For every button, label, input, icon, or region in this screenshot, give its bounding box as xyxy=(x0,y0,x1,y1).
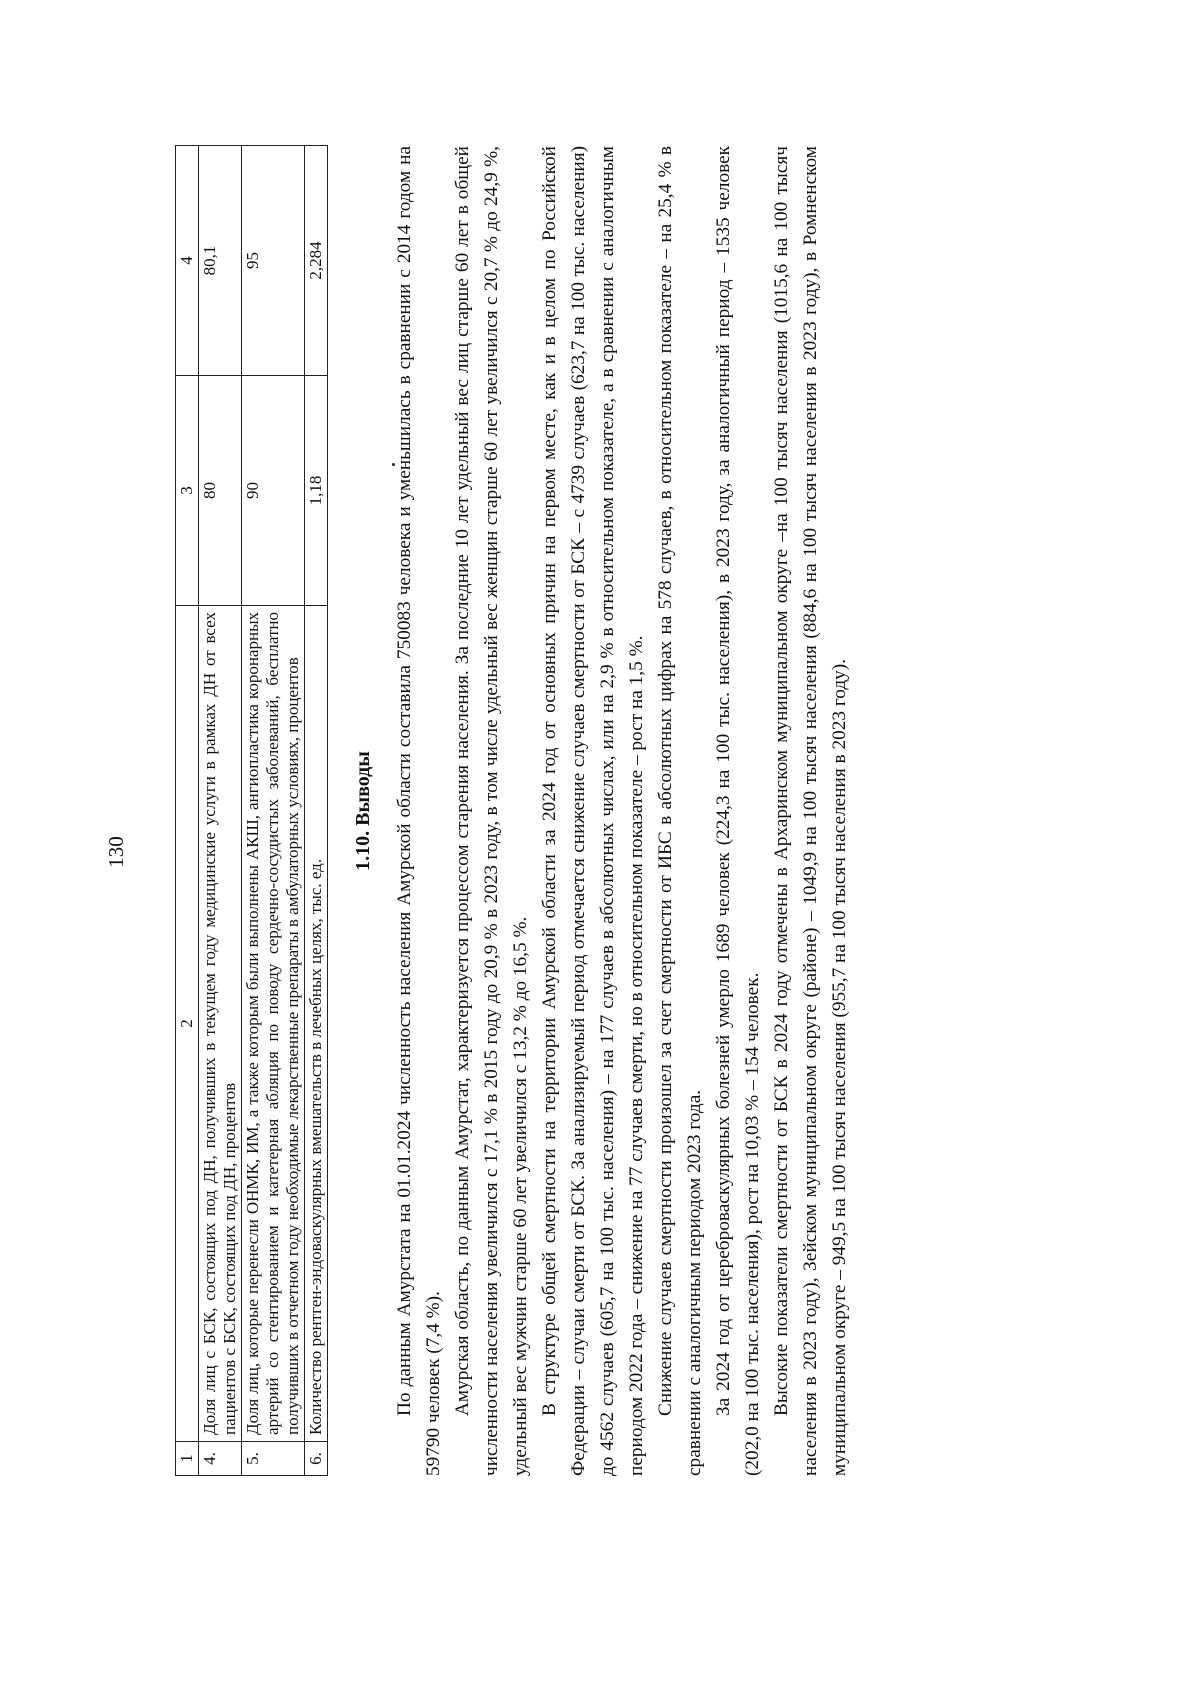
paragraph: По данным Амурстата на 01.01.2024 численность населения Амурской области составила 750083 человека и уменьшилась в сравнении с 2014 годом на 59790 человек (7,4 %). xyxy=(394,146,444,1476)
paragraph: За 2024 год от цереброваскулярных болезней умерло 1689 человек (224,3 на 100 тыс. населения), в 2023 году, за аналогичный период – 1535 человек (202,0 на 100 тыс. населения), рост на 10,03 % – 154 человек. xyxy=(713,146,763,1476)
row-number-cell: 6. xyxy=(305,1442,328,1476)
row-number-cell: 5. xyxy=(242,1442,305,1476)
value-cell: 90 xyxy=(242,376,305,606)
rotated-page-content xyxy=(175,146,1055,1476)
table-header-row xyxy=(176,146,199,1476)
row-number-cell: 4. xyxy=(199,1442,242,1476)
indicators-table xyxy=(175,145,328,1476)
table-header-cell: 1 xyxy=(176,1442,199,1476)
value-cell: 80 xyxy=(199,376,242,606)
paragraph: Снижение случаев смертности произошел за счет смертности от ИБС в абсолютных цифрах на 578 случаев, в относительном показателе – на 25,4 % в сравнении с аналогичным периодом 2023 года. xyxy=(655,146,705,1476)
value-cell: 95 xyxy=(242,146,305,376)
conclusions-text xyxy=(390,146,854,1476)
value-cell: 1,18 xyxy=(305,376,328,606)
indicator-name-cell: Количество рентген-эндоваскулярных вмешательств в лечебных целях, тыс. ед. xyxy=(305,606,328,1442)
table-header-cell: 3 xyxy=(176,376,199,606)
table-header-cell: 2 xyxy=(176,606,199,1442)
table-row xyxy=(242,146,305,1476)
indicator-name-cell: Доля лиц с БСК, состоящих под ДН, получивших в текущем году медицинские услуги в рамках ДН от всех пациентов с БСК, состоящих под ДН, процентов xyxy=(199,606,242,1442)
table-header-cell: 4 xyxy=(176,146,199,376)
paragraph: Амурская область, по данным Амурстат, характеризуется процессом старения населения. За последние 10 лет удельный вес лиц старше 60 лет в общей численности населения увеличился с 17,1 % в 2015 году до 20,9 % в 2023 году, в том числе удельный вес женщин старше 60 лет увеличился с 20,7 % до 24,9 %, удельный вес мужчин старше 60 лет увеличился с 13,2 % до 16,5 %. xyxy=(452,146,531,1476)
paragraph: Высокие показатели смертности от БСК в 2024 году отмечены в Архаринском муниципальном округе –на 100 тысяч населения (1015,6 на 100 тысяч населения в 2023 году), Зейском муниципальном округе (районе) – 1049,9 на 100 тысяч населения (884,6 на 100 тысяч населения в 2023 году), в Ромненском муниципальном округе – 949,5 на 100 тысяч населения (955,7 на 100 тысяч населения в 2023 году). xyxy=(771,146,850,1476)
section-title: 1.10. Выводы xyxy=(352,751,374,871)
value-cell: 2,284 xyxy=(305,146,328,376)
table-row xyxy=(199,146,242,1476)
table-row xyxy=(305,146,328,1476)
indicator-name-cell: Доля лиц, которые перенесли ОНМК, ИМ, а также которым были выполнены АКШ, ангиопластика коронарных артерий со стентированием и катетерная абляция по поводу сердечно-сосудистых заболеваний, бесплатно получивших в отчетном году необходимые лекарственные препараты в амбулаторных условиях, процентов xyxy=(242,606,305,1442)
page-number: 130 xyxy=(104,836,128,868)
paragraph: В структуре общей смертности на территории Амурской области за 2024 год от основных причин на первом месте, как и в целом по Российской Федерации – случаи смерти от БСК. За анализируемый период отмечается снижение случаев смертности от БСК – с 4739 случаев (623,7 на 100 тыс. населения) до 4562 случаев (605,7 на 100 тыс. населения) – на 177 случаев в абсолютных числах, или на 2,9 % в относительном показателе, а в сравнении с аналогичным периодом 2022 года – снижение на 77 случаев смерти, но в относительном показателе – рост на 1,5 %. xyxy=(539,146,647,1476)
value-cell: 80,1 xyxy=(199,146,242,376)
